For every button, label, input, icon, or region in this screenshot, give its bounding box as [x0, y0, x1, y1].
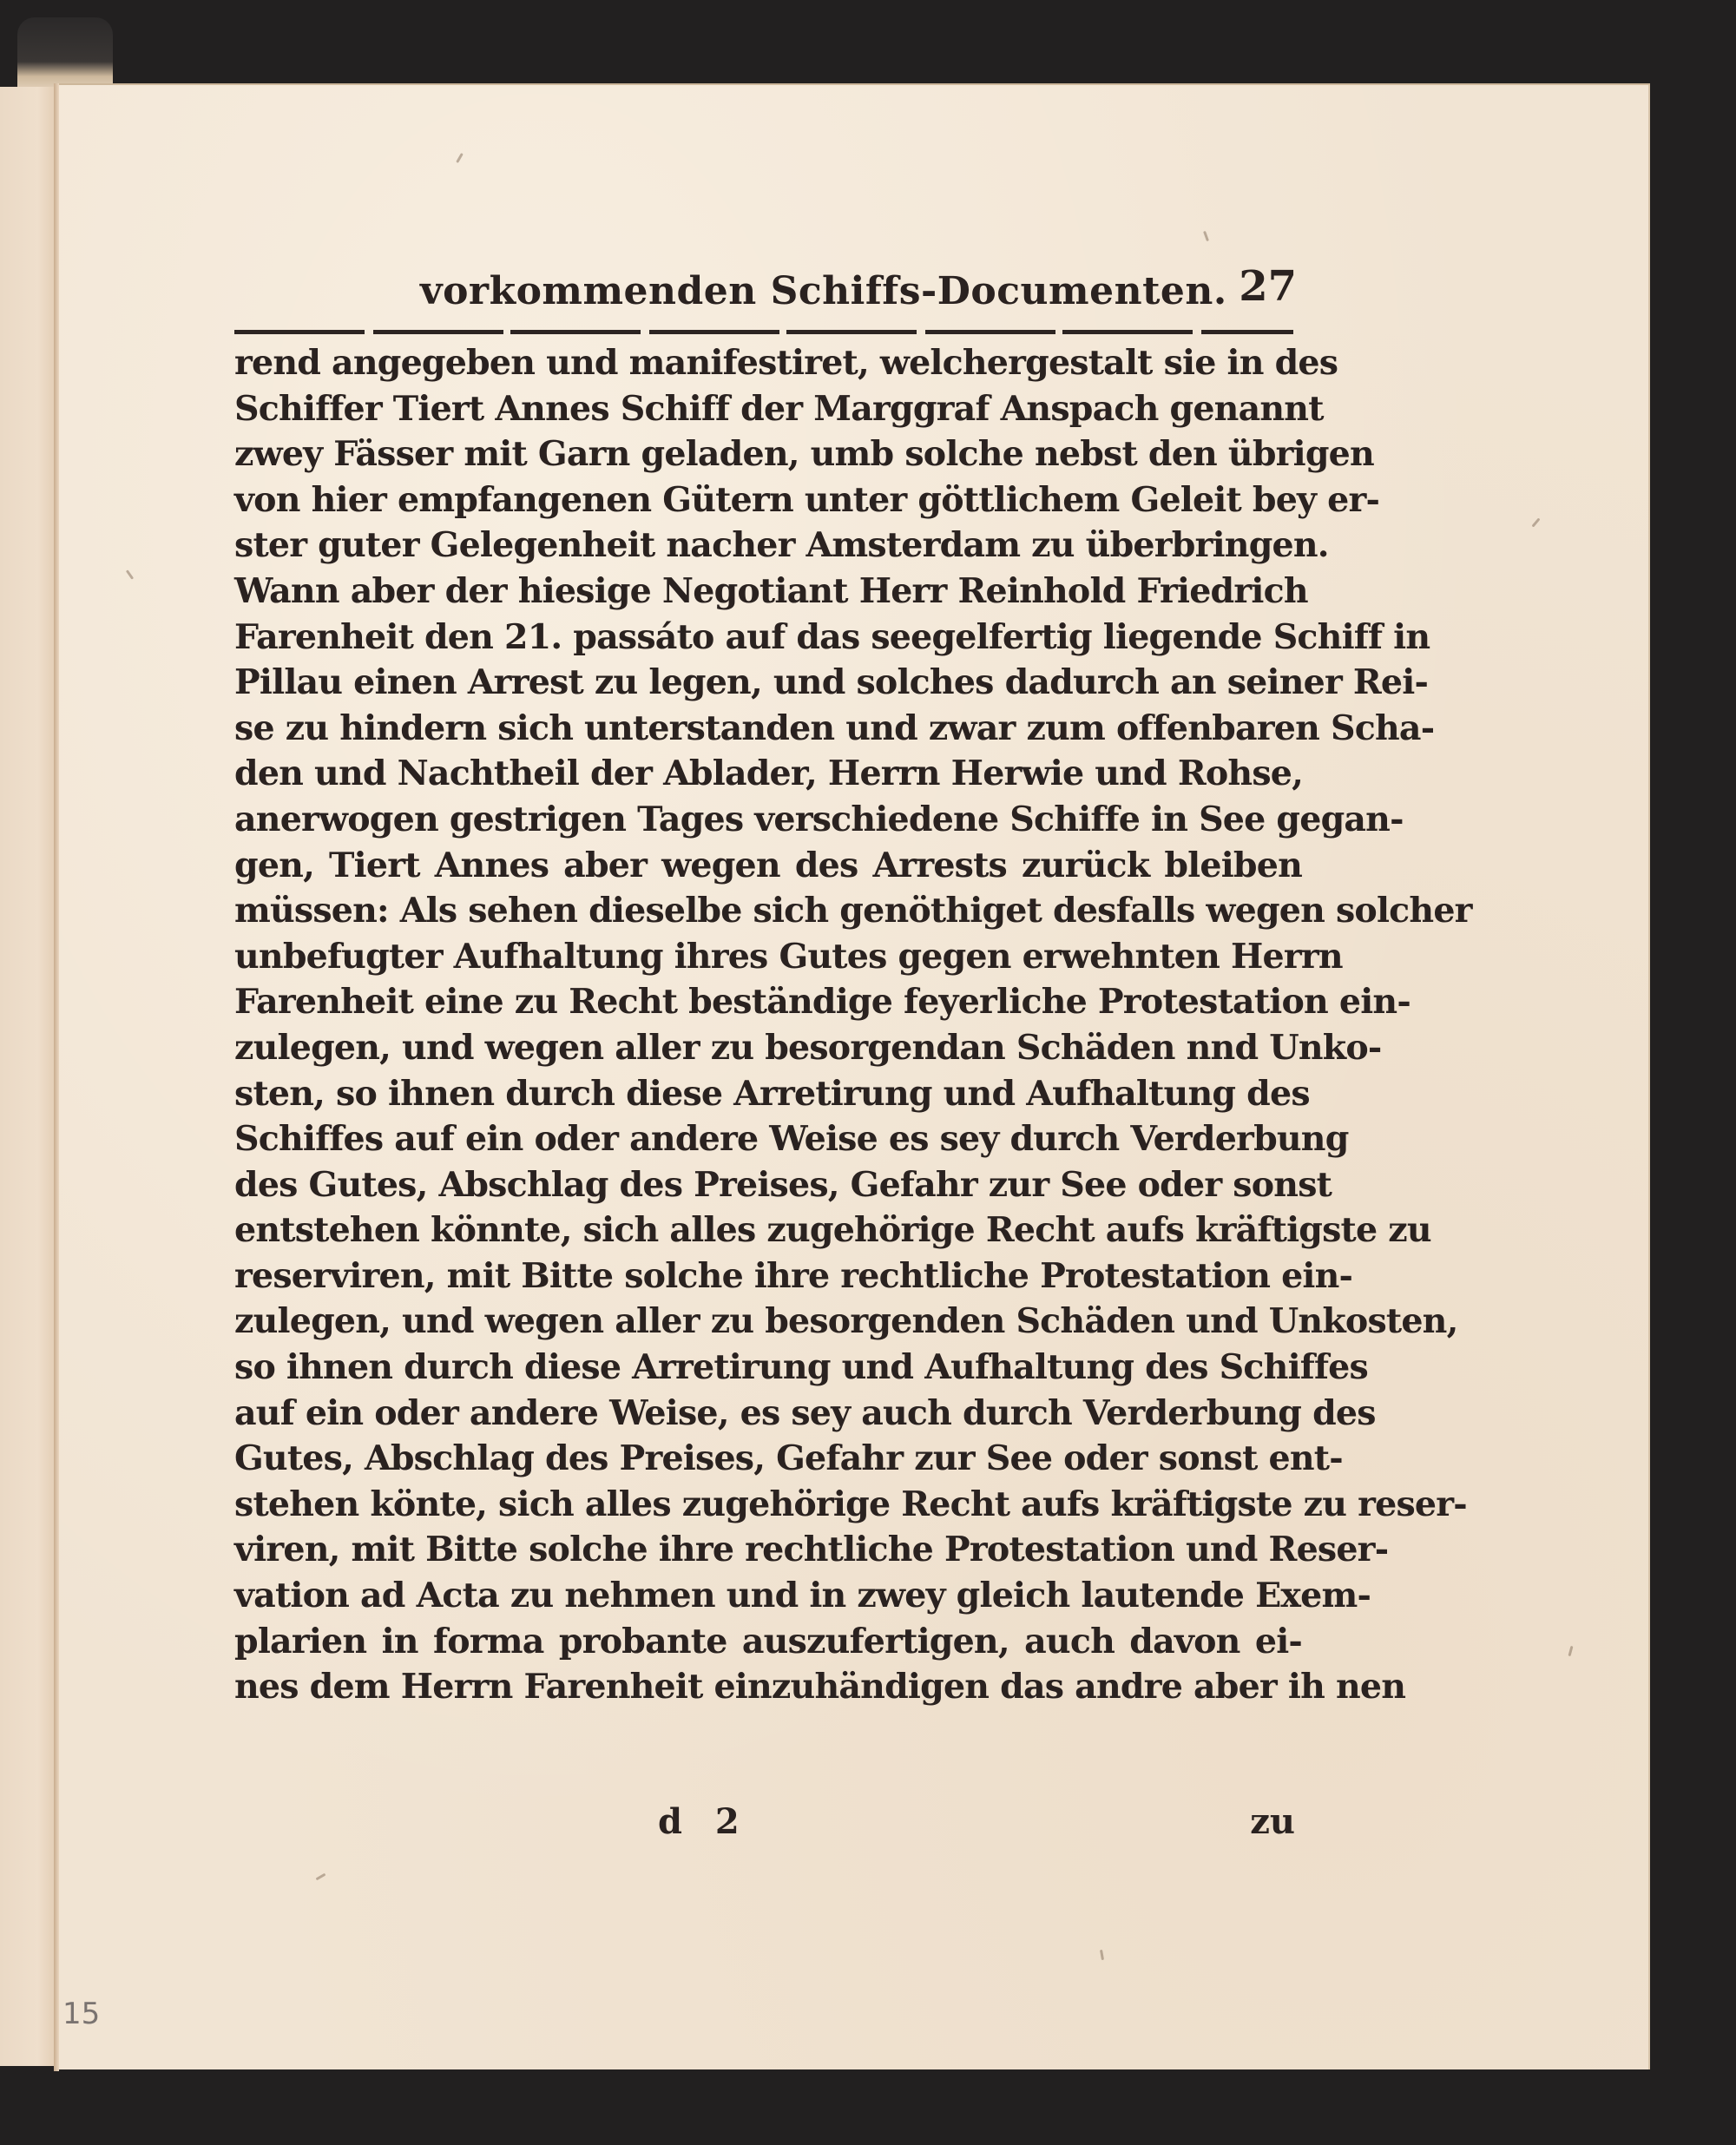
text-line: Schiffer Tiert Annes Schiff der Marggraf Anspach genannt [234, 388, 1324, 429]
text-line: auf ein oder andere Weise, es sey auch durch Verderbung des [234, 1392, 1376, 1433]
text-line: ster guter Gelegenheit nacher Amsterdam zu überbringen. [234, 525, 1329, 566]
text-line: Schiffes auf ein oder andere Weise es sey durch Verderbung [234, 1119, 1349, 1160]
running-header [349, 262, 1297, 330]
text-line: nes dem Herrn Farenheit einzuhändigen das andre aber ih nen [234, 1667, 1406, 1707]
text-line: Wann aber der hiesige Negotiant Herr Reinhold Friedrich [234, 570, 1308, 611]
paper-speck [1531, 517, 1540, 527]
text-line: so ihnen durch diese Arretirung und Aufhaltung des Schiffes [234, 1347, 1368, 1388]
text-line: zwey Fässer mit Garn geladen, umb solche nebst den übrigen [234, 434, 1374, 475]
text-line: Farenheit den 21. passáto auf das seegelfertig liegende Schiff in [234, 616, 1430, 657]
running-title: vorkommenden Schiffs-Documenten. [420, 269, 1227, 313]
pencil-folio-note: 15 [62, 1997, 101, 2031]
facing-page [0, 87, 54, 2066]
text-line: anerwogen gestrigen Tages verschiedene Schiffe in See gegan- [234, 799, 1404, 839]
text-line: se zu hindern sich unterstanden und zwar zum offenbaren Scha- [234, 707, 1435, 748]
text-line: zulegen, und wegen aller zu besorgenden Schäden und Unkosten, [234, 1301, 1458, 1342]
paper-speck [456, 153, 464, 163]
text-line: müssen: Als sehen dieselbe sich genöthiget desfalls wegen solcher [234, 891, 1472, 931]
page-footer [234, 1801, 1302, 1845]
header-rule [234, 330, 1293, 334]
text-line: stehen könte, sich alles zugehörige Recht aufs kräftigste zu reser- [234, 1484, 1467, 1524]
text-line: des Gutes, Abschlag des Preises, Gefahr zur See oder sonst [234, 1164, 1332, 1205]
book-binding-edge [17, 17, 113, 91]
catchword: zu [1250, 1801, 1295, 1842]
text-line: rend angegeben und manifestiret, welchergestalt sie in des [234, 343, 1338, 383]
text-line: reserviren, mit Bitte solche ihre rechtliche Protestation ein- [234, 1255, 1353, 1296]
page-number: 27 [1239, 262, 1297, 311]
signature-mark: d 2 [658, 1801, 750, 1842]
text-line: Pillau einen Arrest zu legen, und solches dadurch an seiner Rei- [234, 662, 1429, 703]
text-line: gen, Tiert Annes aber wegen des Arrests zurück bleiben [234, 845, 1302, 885]
paper-speck [1203, 231, 1209, 241]
text-line: von hier empfangenen Gütern unter göttlichem Geleit bey er- [234, 479, 1380, 520]
body-text [234, 340, 1472, 1710]
paper-speck [1100, 1950, 1104, 1960]
paper-speck [316, 1873, 326, 1881]
text-line: den und Nachtheil der Ablader, Herrn Herwie und Rohse, [234, 753, 1304, 794]
text-line: sten, so ihnen durch diese Arretirung und Aufhaltung des [234, 1073, 1310, 1114]
text-line: unbefugter Aufhaltung ihres Gutes gegen erwehnten Herrn [234, 936, 1343, 977]
text-line: viren, mit Bitte solche ihre rechtliche Protestation und Reser- [234, 1530, 1389, 1570]
text-line: plarien in forma probante auszufertigen, auch davon ei- [234, 1621, 1302, 1661]
text-line: zulegen, und wegen aller zu besorgendan Schäden nnd Unko- [234, 1027, 1382, 1068]
paper-speck [126, 569, 134, 580]
text-line: Gutes, Abschlag des Preises, Gefahr zur See oder sonst ent- [234, 1438, 1343, 1479]
paper-speck [1568, 1646, 1573, 1656]
text-line: entstehen könnte, sich alles zugehörige Recht aufs kräftigste zu [234, 1210, 1431, 1251]
text-line: vation ad Acta zu nehmen und in zwey gleich lautende Exem- [234, 1576, 1371, 1616]
text-line: Farenheit eine zu Recht beständige feyerliche Protestation ein- [234, 982, 1410, 1023]
